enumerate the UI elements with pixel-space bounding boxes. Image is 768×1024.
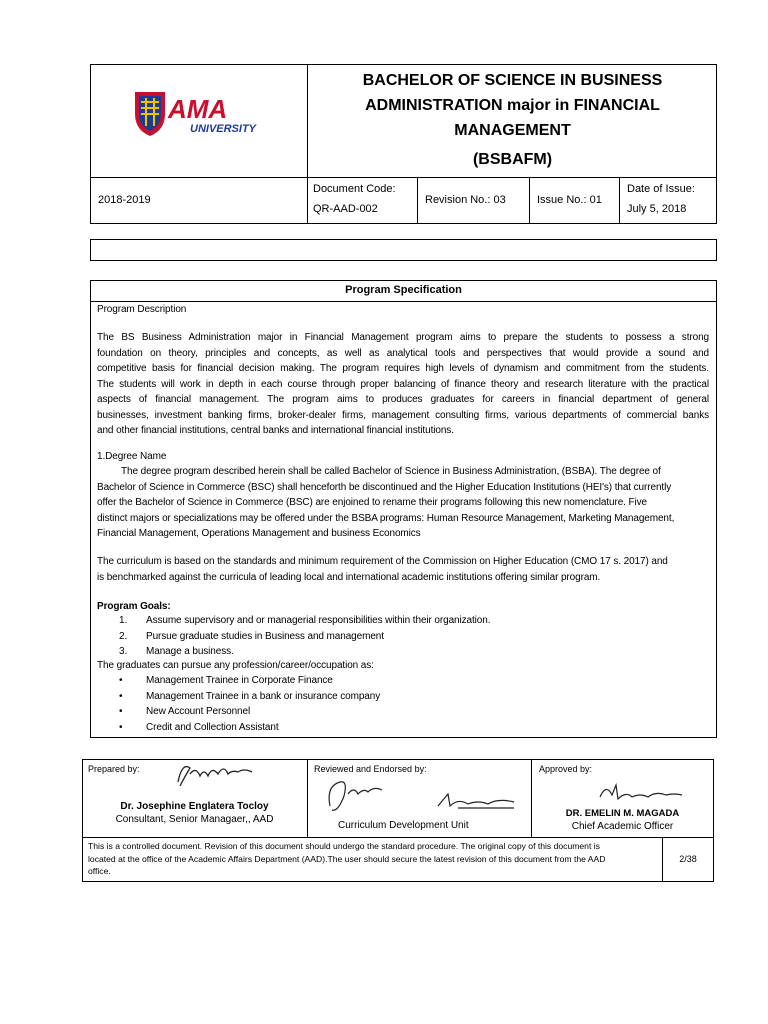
degree-name-text: The degree program described herein shall be called Bachelor of Science in Business Administration, (BSBA). The degree of Bachelor of Science in Commerce (BSC) shall henceforth be discontinued and the Higher Education Institutions (HEI's) that currently offer the Bachelor of Science in Commerce (BSC) are enjoined to rename their programs following this new nomenclature. Five distinct majors or specializations may be offered under the BSBA programs: Human Resource Management, Marketing Management, Financial Management, Operations Management and business Economics xyxy=(97,466,675,539)
issue-number: Issue No.: 01 xyxy=(537,194,602,206)
prepared-signature xyxy=(172,760,262,792)
prepared-title: Consultant, Senior Managaer,, AAD xyxy=(115,814,274,825)
list-item: • Management Trainee in a bank or insurance company xyxy=(97,689,697,705)
controlled-document-notice: This is a controlled document. Revision of this document should undergo the standard procedure. The original copy of this document is located at the office of the Academic Affairs Department (AAD).The user should secure the latest revision of this document from the AAD office. xyxy=(88,841,606,876)
school-year: 2018-2019 xyxy=(98,194,151,206)
list-item: 3. Manage a business. xyxy=(119,646,234,657)
goals-list xyxy=(97,613,697,660)
list-item: 2. Pursue graduate studies in Business and management xyxy=(119,630,384,642)
prepared-label: Prepared by: xyxy=(88,764,140,774)
goals-heading: Program Goals: xyxy=(97,601,171,612)
signature-icon xyxy=(318,776,518,818)
reviewed-label: Reviewed and Endorsed by: xyxy=(314,764,427,774)
approved-name: DR. EMELIN M. MAGADA xyxy=(565,808,680,819)
header-divider xyxy=(90,177,717,178)
issue-date: July 5, 2018 xyxy=(627,203,687,215)
degree-heading: 1.Degree Name xyxy=(97,451,167,462)
bullet-icon: • xyxy=(119,721,123,733)
blank-row xyxy=(90,239,717,261)
careers-intro: The graduates can pursue any profession/career/occupation as: xyxy=(97,660,374,671)
document-title: BACHELOR OF SCIENCE IN BUSINESS ADMINISTRATION major in FINANCIAL MANAGEMENT (BSBAFM) xyxy=(308,68,717,172)
program-abbrev: (BSBAFM) xyxy=(472,151,553,168)
reviewed-signature xyxy=(318,776,518,823)
university-logo xyxy=(132,88,262,138)
program-description: The BS Business Administration major in Financial Management program aims to prepare the students to possess a strong foundation on theory, principles and concepts, as well as analytical tools and perspectives that would provide a sound and competitive basis for financial decision making. The program requires high levels of dynamism and commitment from the students. The students will work in depth in each course through proper balancing of finance theory and research literature with the practical aspects of financial management. The program aims to produces graduates for careers in financial department of general businesses, investment banking firms, broker-dealer firms, management consulting firms, various departments of commercial banks and other financial institutions, central banks and international financial institutions. xyxy=(97,332,709,436)
desc-label: Program Description xyxy=(97,304,187,315)
bullet-icon: • xyxy=(119,675,123,686)
bullet-icon: • xyxy=(119,706,123,717)
list-item: 1. Assume supervisory and or managerial responsibilities within their organization. xyxy=(119,615,491,626)
careers-list xyxy=(97,673,697,735)
list-item: • New Account Personnel xyxy=(97,704,697,720)
signature-icon xyxy=(172,760,262,788)
page-number: 2/38 xyxy=(679,854,697,864)
approved-label: Approved by: xyxy=(539,764,593,774)
date-label: Date of Issue: xyxy=(627,183,695,195)
svg-text:UNIVERSITY: UNIVERSITY xyxy=(190,123,257,135)
approved-signature xyxy=(596,777,686,812)
doc-code: QR-AAD-002 xyxy=(313,203,378,215)
reviewed-unit: Curriculum Development Unit xyxy=(338,820,469,831)
svg-text:AMA: AMA xyxy=(168,94,228,124)
curriculum-text: The curriculum is based on the standards and minimum requirement of the Commission on Higher Education (CMO 17 s. 2017) and is benchmarked against the curricula of leading local and international academic institutions offering similar program. xyxy=(97,556,668,583)
prepared-name: Dr. Josephine Englatera Tocloy xyxy=(120,801,269,812)
approved-title: Chief Academic Officer xyxy=(571,821,674,832)
bullet-icon: • xyxy=(119,690,123,702)
spec-title: Program Specification xyxy=(345,284,462,296)
list-item: • Credit and Collection Assistant xyxy=(97,720,697,736)
doc-code-label: Document Code: xyxy=(313,183,396,195)
signature-icon xyxy=(596,777,686,807)
revision-number: Revision No.: 03 xyxy=(425,194,506,206)
list-item: • Management Trainee in Corporate Finance xyxy=(97,673,697,689)
shield-icon xyxy=(132,88,262,138)
